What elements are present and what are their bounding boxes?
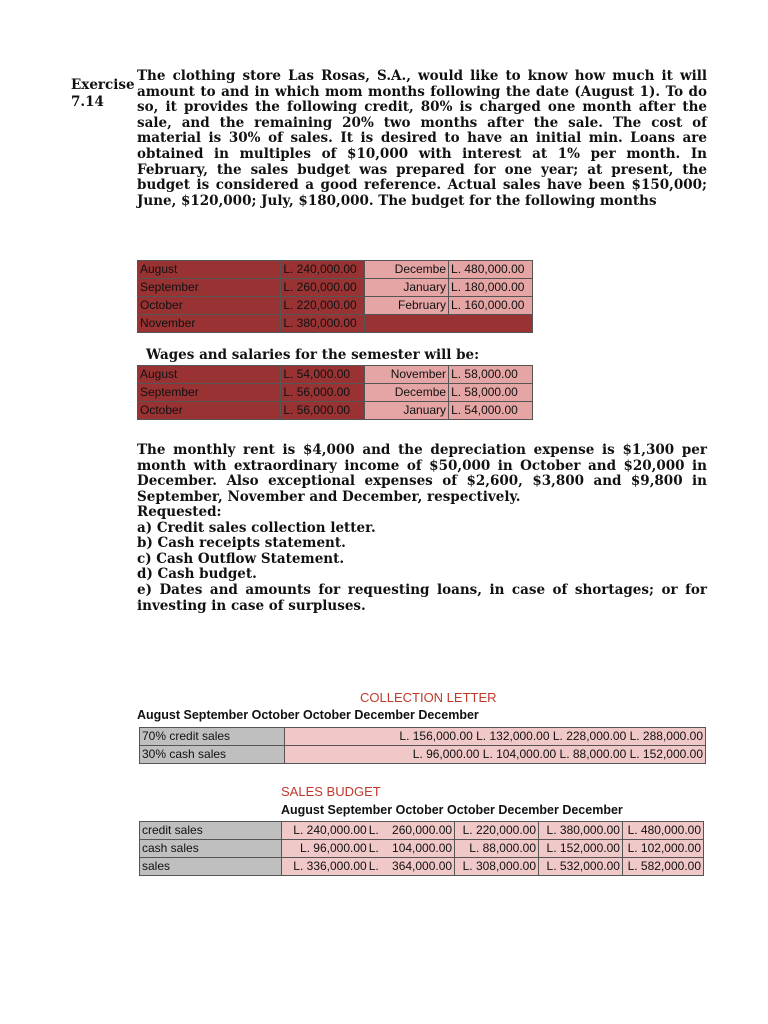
row-label: cash sales xyxy=(140,840,282,858)
value-cell: L. 532,000.00 xyxy=(539,858,623,876)
row-values: L. 96,000.00 L. 104,000.00 L. 88,000.00 L. 152,000.00 xyxy=(284,746,705,764)
wages-table xyxy=(137,365,533,420)
value-cell: 260,000.00 xyxy=(385,822,455,840)
value-cell: L. 152,000.00 xyxy=(539,840,623,858)
list-item: d) Cash budget. xyxy=(137,566,257,583)
value-cell: L. 308,000.00 xyxy=(455,858,539,876)
amount-cell: L. 260,000.00 xyxy=(281,279,365,297)
value-cell: L. 582,000.00 xyxy=(622,858,703,876)
intro-paragraph: The clothing store Las Rosas, S.A., would like to know how much it will amount to and in which mom months following the date (August 1). To do so, it provides the following credit, 80% is charged one month after the sale, and the remaining 20% two months after the sale. The cost of material is 30% of sales. It is desired to have an initial min. Loans are obtained in multiples of $10,000 with interest at 1% per month. In February, the sales budget was prepared for one year; at present, the budget is considered a good reference. Actual sales have been $150,000; June, $120,000; July, $180,000. The budget for the following months xyxy=(137,68,707,209)
amount-cell: L. 54,000.00 xyxy=(281,366,365,384)
amount-cell: L. 54,000.00 xyxy=(449,402,533,420)
amount-cell: L. 380,000.00 xyxy=(281,315,365,333)
value-cell: L. 336,000.00 xyxy=(282,858,369,876)
amount-cell: L. 56,000.00 xyxy=(281,402,365,420)
month-cell: October xyxy=(138,297,281,315)
month-cell: February xyxy=(365,297,449,315)
list-item: c) Cash Outflow Statement. xyxy=(137,550,345,567)
month-cell: November xyxy=(365,366,449,384)
table-row xyxy=(138,402,533,420)
list-item: b) Cash receipts statement. xyxy=(137,535,346,552)
amount-cell: L. 480,000.00 xyxy=(449,261,533,279)
month-cell: September xyxy=(138,384,281,402)
expenses-paragraph: The monthly rent is $4,000 and the depreciation expense is $1,300 per month with extraordinary income of $50,000 in October and $20,000 in December. Also exceptional expenses of $2,600, $3,800 and $9,800 in September, November and December, respectively. xyxy=(137,442,707,505)
list-item: a) Credit sales collection letter. xyxy=(137,519,376,536)
exercise-word: Exercise xyxy=(71,77,135,93)
month-cell: January xyxy=(365,279,449,297)
table-row xyxy=(138,279,533,297)
value-cell: L. xyxy=(369,822,385,840)
month-cell: August xyxy=(138,261,281,279)
sales-budget-header: August September October October December December xyxy=(281,803,623,817)
value-cell: L. 102,000.00 xyxy=(622,840,703,858)
value-cell: L. xyxy=(369,840,385,858)
requested-title: Requested: xyxy=(137,504,222,520)
amount-cell: L. 160,000.00 xyxy=(449,297,533,315)
row-label: 70% credit sales xyxy=(140,728,285,746)
amount-cell: L. 56,000.00 xyxy=(281,384,365,402)
sales-budget-title: SALES BUDGET xyxy=(281,784,381,799)
month-cell: Decembe xyxy=(365,261,449,279)
requested-list xyxy=(137,505,707,614)
month-cell: Decembe xyxy=(365,384,449,402)
amount-cell: L. 58,000.00 xyxy=(449,366,533,384)
value-cell: L. 220,000.00 xyxy=(455,822,539,840)
amount-cell: L. 240,000.00 xyxy=(281,261,365,279)
month-cell: September xyxy=(138,279,281,297)
table-row xyxy=(140,858,704,876)
row-label: 30% cash sales xyxy=(140,746,285,764)
exercise-label xyxy=(71,77,135,111)
amount-cell: L. 220,000.00 xyxy=(281,297,365,315)
table-row xyxy=(140,746,706,764)
value-cell: L. 96,000.00 xyxy=(282,840,369,858)
collection-header: August September October October December December xyxy=(137,708,479,722)
table-row xyxy=(138,384,533,402)
list-item: e) Dates and amounts for requesting loans, in case of shortages; or for investing in case of surpluses. xyxy=(137,581,707,614)
table-row xyxy=(138,261,533,279)
row-values: L. 156,000.00 L. 132,000.00 L. 228,000.00 L. 288,000.00 xyxy=(284,728,705,746)
empty-cell xyxy=(365,315,533,333)
table-row xyxy=(140,822,704,840)
table-row xyxy=(138,315,533,333)
exercise-number: 7.14 xyxy=(71,94,104,110)
sales-months-table xyxy=(137,260,533,333)
value-cell: L. 88,000.00 xyxy=(455,840,539,858)
table-row xyxy=(138,297,533,315)
table-row xyxy=(138,366,533,384)
value-cell: L. xyxy=(369,858,385,876)
table-row xyxy=(140,728,706,746)
value-cell: 364,000.00 xyxy=(385,858,455,876)
month-cell: November xyxy=(138,315,281,333)
amount-cell: L. 180,000.00 xyxy=(449,279,533,297)
collection-title: COLLECTION LETTER xyxy=(360,690,497,705)
value-cell: L. 380,000.00 xyxy=(539,822,623,840)
wages-title: Wages and salaries for the semester will be: xyxy=(146,347,480,363)
month-cell: October xyxy=(138,402,281,420)
amount-cell: L. 58,000.00 xyxy=(449,384,533,402)
value-cell: L. 480,000.00 xyxy=(622,822,703,840)
row-label: credit sales xyxy=(140,822,282,840)
table-row xyxy=(140,840,704,858)
row-label: sales xyxy=(140,858,282,876)
value-cell: 104,000.00 xyxy=(385,840,455,858)
value-cell: L. 240,000.00 xyxy=(282,822,369,840)
sales-budget-table xyxy=(139,821,704,876)
month-cell: January xyxy=(365,402,449,420)
month-cell: August xyxy=(138,366,281,384)
collection-table xyxy=(139,727,706,764)
